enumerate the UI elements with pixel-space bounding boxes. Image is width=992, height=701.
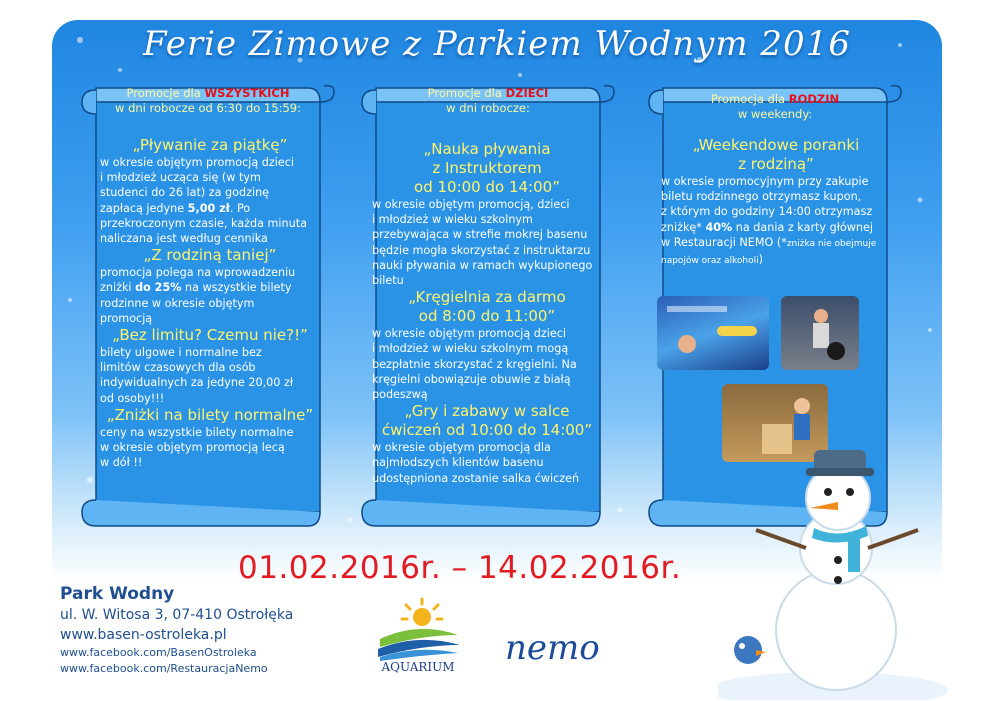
promo-heading: „Weekendowe poranki z rodziną” xyxy=(692,136,860,173)
address: ul. W. Witosa 3, 07-410 Ostrołęka xyxy=(60,607,294,623)
promo-heading: „Zniżki na bilety normalne” xyxy=(106,405,314,424)
organisation-name: Park Wodny xyxy=(60,584,175,604)
column-header: Promocje dla DZIECI w dni robocze: xyxy=(427,86,549,115)
aquarium-logo-text: AQUARIUM xyxy=(381,660,455,674)
nemo-logo-text: nemo xyxy=(505,628,600,668)
promotion-dates: 01.02.2016r. – 14.02.2016r. xyxy=(238,550,682,586)
column-body: „Weekendowe poranki z rodziną” w okresie promocyjnym przy zakupie biletu rodzinnego otrzymasz kupon, z którym do godziny 14:00 otrzymasz zniżkę* 40% na dania z karty głównej w Restauracji NEMO (*zniżka nie obejmuje napojów oraz alkoholi) xyxy=(661,136,891,269)
website-link[interactable]: www.basen-ostroleka.pl xyxy=(60,627,227,643)
contact-block xyxy=(60,583,293,677)
promo-scroll-everyone xyxy=(58,80,348,540)
facebook-link[interactable]: www.facebook.com/RestauracjaNemo xyxy=(60,662,268,675)
promo-heading: „Gry i zabawy w salce ćwiczeń od 10:00 do 14:00” xyxy=(381,402,593,440)
photo-bowling xyxy=(781,296,859,370)
promo-scroll-children xyxy=(338,80,628,540)
column-header: Promocja dla RODZIN w weekendy: xyxy=(710,92,840,121)
promo-heading: „Nauka pływania z Instruktorem od 10:00 do 14:00” xyxy=(414,140,560,196)
snowman-illustration-icon xyxy=(718,420,948,700)
poster-title: Ferie Zimowe z Parkiem Wodnym 2016 xyxy=(143,24,851,64)
column-header: Promocje dla WSZYSTKICH w dni robocze od 6:30 do 15:59: xyxy=(115,86,301,115)
promo-heading: „Pływanie za piątkę” xyxy=(132,136,288,154)
column-body: „Pływanie za piątkę” w okresie objętym promocją dzieci i młodzież ucząca się (w tym studenci do 26 lat) za godzinę zapłacą jedyne 5,00 zł. Po przekroczonym czasie, każda minuta naliczana jest według cennika „Z rodziną taniej” promocja polega na wprowadzeniu zniżki do 25% na wszystkie bilety rodzinne w okresie objętym promocją „Bez limitu? Czemu nie?!” bilety ulgowe i normalne bez limitów czasowych dla osób indywidualnych za jedyne 20,00 zł od osoby!!! „Zniżki na bilety normalne” ceny na wszystkie bilety normalne w okresie objętym promocją lecą w dół !! xyxy=(100,136,320,470)
promo-heading: „Kręgielnia za darmo od 8:00 do 11:00” xyxy=(408,288,566,326)
photo-pool xyxy=(657,296,769,370)
column-body: „Nauka pływania z Instruktorem od 10:00 do 14:00” w okresie objętym promocją, dzieci i młodzież w wieku szkolnym przebywająca w strefie mokrej basenu będzie mogła skorzystać z instruktarzu nauki pływania w ramach wykupionego biletu „Kręgielnia za darmo od 8:00 do 11:00” w okresie objętym promocją dzieci i młodzież w wieku szkolnym mogą bezpłatnie skorzystać z kręgielni. Na kręgielni obowiązuje obuwie z białą podeszwą „Gry i zabawy w salce ćwiczeń od 10:00 do 14:00” w okresie objętym promocją dla najmłodszych klientów basenu udostępniona zostanie salka ćwiczeń xyxy=(372,140,602,486)
promo-heading: „Bez limitu? Czemu nie?!” xyxy=(112,326,308,345)
facebook-link[interactable]: www.facebook.com/BasenOstroleka xyxy=(60,646,257,659)
promo-heading: „Z rodziną taniej” xyxy=(143,246,277,265)
